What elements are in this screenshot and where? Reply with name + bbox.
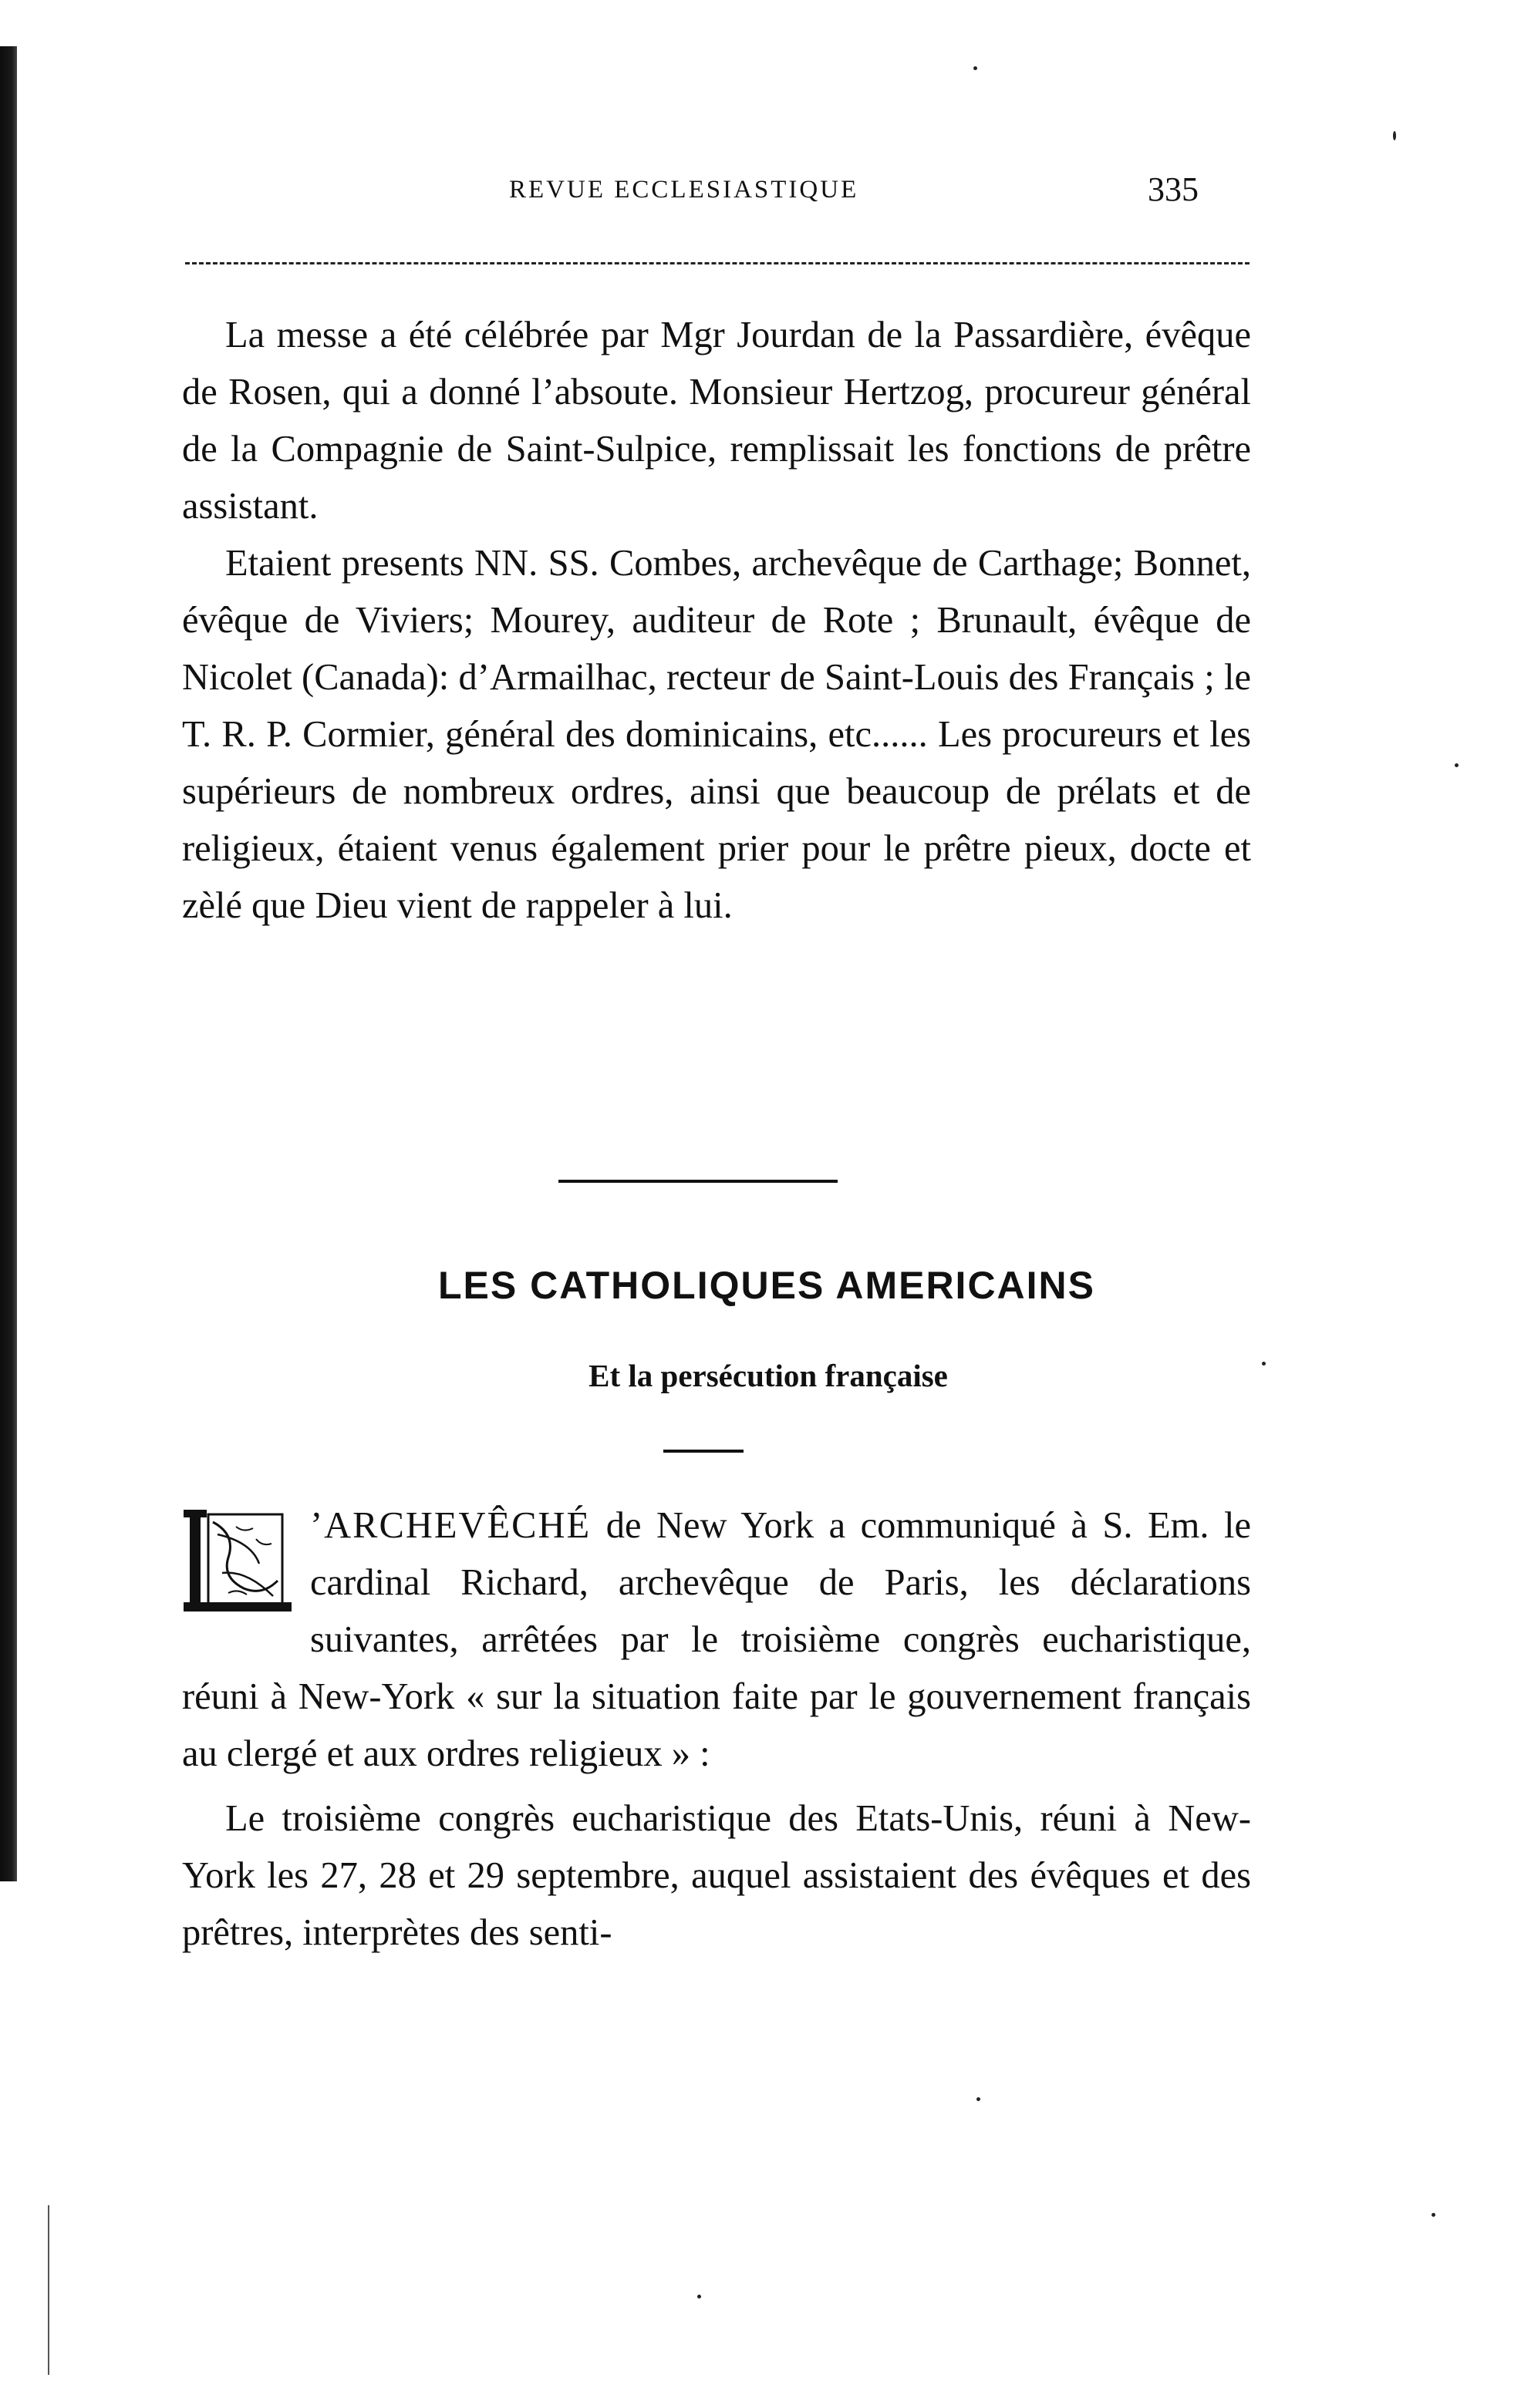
page-number: 335	[1148, 170, 1199, 208]
scan-speck	[973, 66, 977, 70]
paragraph: Etaient presents NN. SS. Combes, archevêque de Carthage; Bonnet, évêque de Viviers; Mourey, auditeur de Rote ; Brunault, évêque de Nicolet (Canada): d’Armailhac, recteur de Saint-Louis des Français ; le T. R. P. Cormier, général des dominicains, etc...... Les procureurs et les supérieurs de nombreux ordres, ainsi que beaucoup de prélats et de religieux, étaient venus également prier pour le prêtre pieux, docte et zèlé que Dieu vient de rappeler à lui.	[182, 543, 1251, 926]
scan-speck	[1432, 2213, 1435, 2217]
drop-cap-ornament	[182, 1504, 295, 1618]
header-rule	[185, 262, 1250, 264]
scan-speck	[1393, 131, 1396, 140]
binding-shadow	[0, 46, 17, 1881]
scan-speck	[697, 2295, 701, 2299]
lead-text: de New York a communiqué à S. Em. le cardinal Richard, archevêque de Paris, les déclarations suivantes, arrêtées par le troisième congrès eucharistique, réuni à New-York « sur la situation faite par le gouvernement français au clergé et aux ordres religieux » :	[182, 1505, 1251, 1774]
margin-line	[48, 2205, 49, 2375]
section-divider	[558, 1180, 838, 1183]
subtitle-divider	[663, 1450, 744, 1453]
lead-paragraph	[182, 1497, 1251, 1783]
scan-speck	[1455, 763, 1459, 767]
paragraph: Le troisième congrès eucharistique des Etats-Unis, réuni à New-York les 27, 28 et 29 septembre, auquel assistaient des évêques et des prêtres, interprètes des senti-	[182, 1798, 1251, 1953]
lead-word: ’ARCHEVÊCHÉ	[310, 1505, 592, 1546]
running-header	[0, 170, 1521, 222]
article-body	[182, 1497, 1251, 1962]
scan-speck	[976, 2097, 980, 2101]
article-continuation	[182, 307, 1251, 935]
section-subtitle: Et la persécution française	[589, 1358, 948, 1393]
running-title: REVUE ECCLESIASTIQUE	[509, 176, 859, 204]
section-title: LES CATHOLIQUES AMERICAINS	[437, 1264, 1096, 1307]
paragraph: La messe a été célébrée par Mgr Jourdan de la Passardière, évêque de Rosen, qui a donné l’absoute. Monsieur Hertzog, procureur général de la Compagnie de Saint-Sulpice, remplissait les fonctions de prêtre assistant.	[182, 315, 1251, 527]
